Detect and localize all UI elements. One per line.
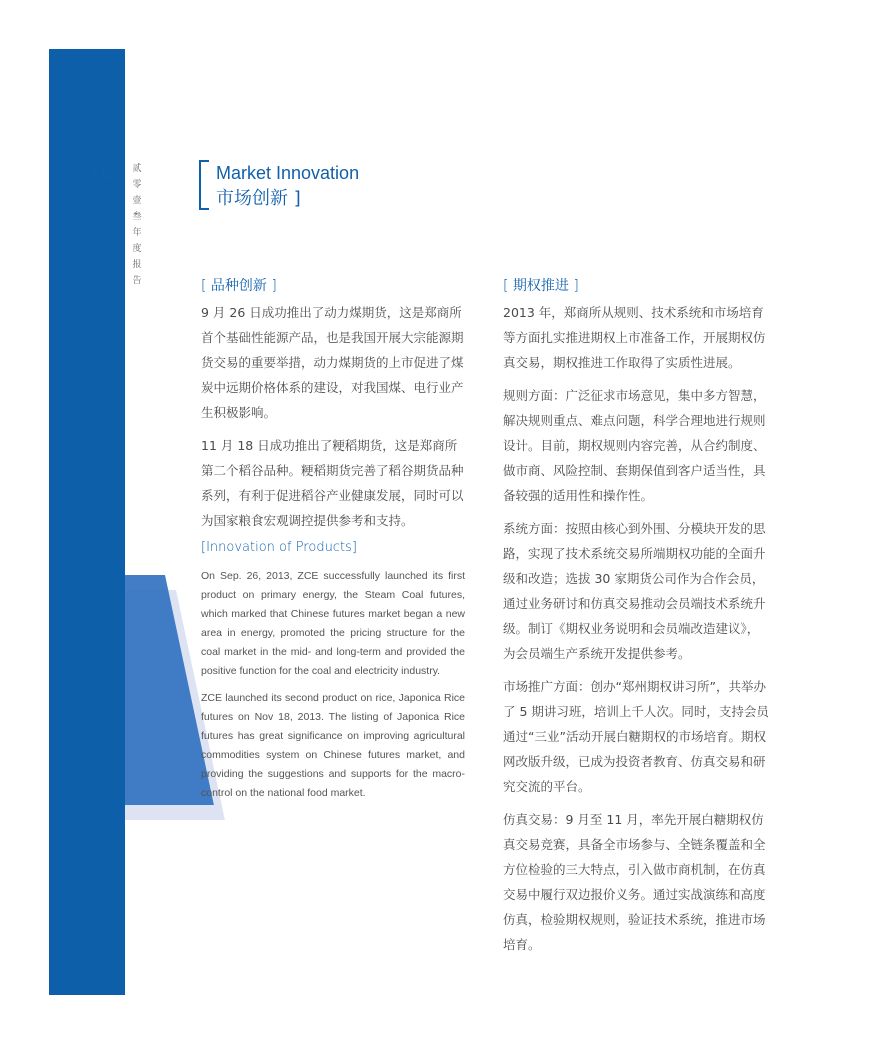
section-heading-options: [ 期权推进 ] [503, 278, 579, 294]
page-title-cn: 市场创新 ] [216, 188, 301, 209]
left-blue-band [49, 49, 125, 995]
paragraph: ZCE launched its second product on rice, Japonica Rice futures on Nov 18, 2013. The listing of Japonica Rice futures has great significance on improving agricultural commodities system on Chinese futures market, and providing the suggestions and supports for the macro-control on the national food market. [201, 692, 465, 799]
paragraph: 2013 年，郑商所从规则、技术系统和市场培育等方面扎实推进期权上市准备工作，开展期权仿真交易，期权推进工作取得了实质性进展。 [503, 305, 766, 370]
side-label-char: 度 [132, 244, 142, 254]
side-label-char: 年 [132, 228, 142, 238]
paragraph: 9 月 26 日成功推出了动力煤期货，这是郑商所首个基础性能源产品，也是我国开展大宗能源期货交易的重要举措，动力煤期货的上市促进了煤炭中远期价格体系的建设，对我国煤、电行业产生积极影响。 [201, 305, 464, 420]
paragraph: 11 月 18 日成功推出了粳稻期货，这是郑商所第二个稻谷品种。粳稻期货完善了稻谷期货品种系列，有利于促进稻谷产业健康发展，同时可以为国家粮食宏观调控提供参考和支持。 [201, 438, 464, 528]
side-label [131, 161, 143, 289]
side-label-char: 报 [132, 260, 142, 270]
section-heading-products-cn: [ 品种创新 ] [201, 278, 277, 294]
side-label-char: 告 [132, 276, 142, 286]
title-bracket [199, 160, 209, 210]
paragraph: 仿真交易：9 月至 11 月，率先开展白糖期权仿真交易竞赛，具备全市场参与、全链条覆盖和全方位检验的三大特点，引入做市商机制，在仿真交易中履行双边报价义务。通过实战演练和高度仿真，检验期权规则，验证技术系统，推进市场培育。 [503, 812, 766, 952]
options-cn-text [503, 300, 769, 965]
page-number: 16 [88, 160, 115, 185]
products-cn-text [201, 300, 466, 541]
side-label-char: 叁 [132, 212, 142, 222]
side-label-char: 壹 [132, 196, 142, 206]
paragraph: 市场推广方面：创办“郑州期权讲习所”，共举办了 5 期讲习班，培训上千人次。同时，支持会员通过“三业”活动开展白糖期权的市场培育。期权网改版升级，已成为投资者教育、仿真交易和研究交流的平台。 [503, 679, 769, 794]
products-en-text [201, 567, 465, 811]
side-label-char: 零 [132, 180, 142, 190]
paragraph: 系统方面：按照由核心到外围、分模块开发的思路，实现了技术系统交易所端期权功能的全面升级和改造；选拔 30 家期货公司作为合作会员，通过业务研讨和仿真交易推动会员端技术系统升级。制订《期权业务说明和会员端改造建议》，为会员端生产系统开发提供参考。 [503, 521, 766, 661]
paragraph: On Sep. 26, 2013, ZCE successfully launched its first product on primary energy, the Steam Coal futures, which marked that Chinese futures market began a new area in energy, promoted the pricing structure for the coal market in the mid- and long-term and provided the positive function for the coal and electricity industry. [201, 570, 465, 677]
section-heading-products-en: [Innovation of Products] [201, 540, 357, 555]
side-label-char: 贰 [132, 164, 142, 174]
paragraph: 规则方面：广泛征求市场意见，集中多方智慧，解决规则重点、难点问题，科学合理地进行规则设计。目前，期权规则内容完善，从合约制度、做市商、风险控制、套期保值到客户适当性，具备较强的适用性和操作性。 [503, 388, 766, 503]
page-title-en: Market Innovation [216, 163, 360, 183]
